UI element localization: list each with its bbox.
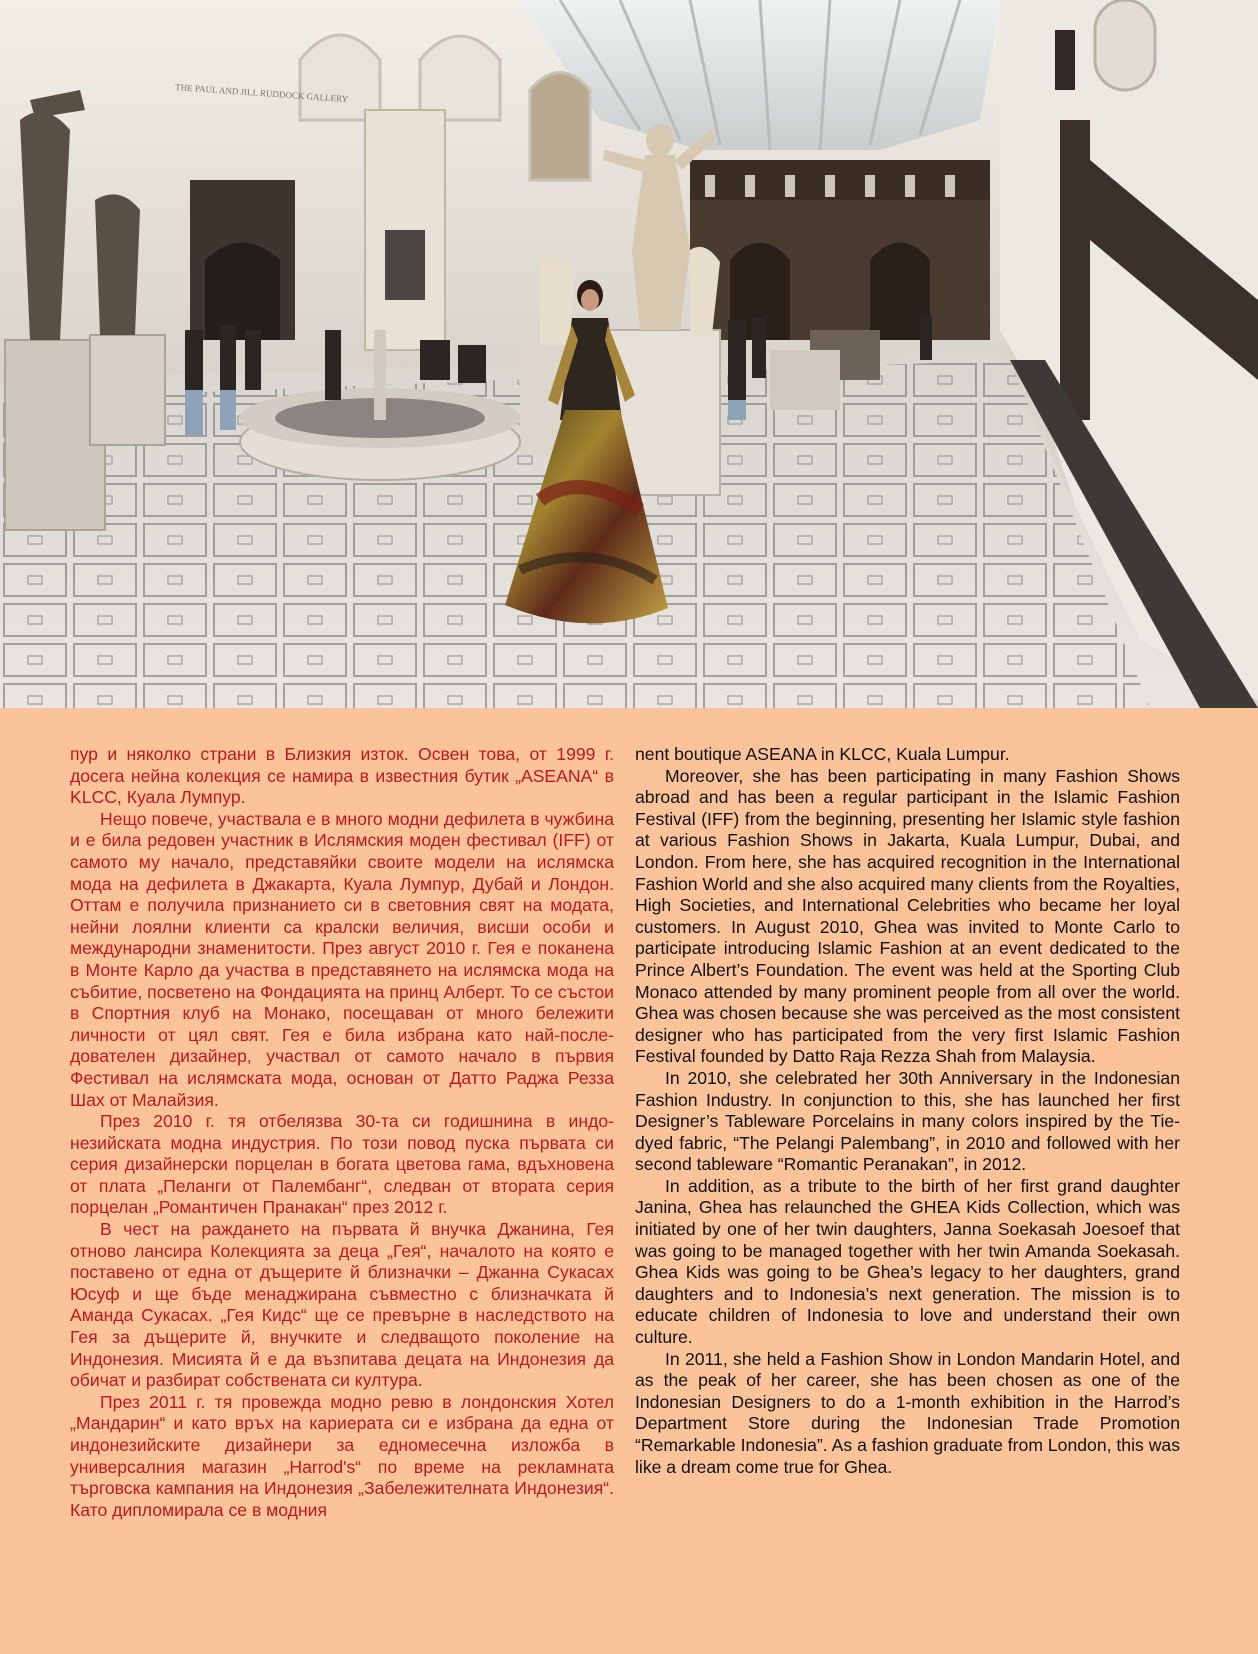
gallery-photo xyxy=(0,0,1258,708)
en-paragraph-4: In addition, as a tribute to the birth of her first grand daughter Janina, Ghea has relaunched the GHEA Kids Collection, which was initiated by one of her twin daughters, Janna Soekasah Joesoef that was going to be managed together with her twin Amanda Soekasah. Ghea Kids was going to be Ghea’s legacy to her daughters, grand daughters and to Indonesia’s next generation. The mission is to educate children of Indonesia to love and understand their own culture. xyxy=(635,1175,1180,1348)
bg-paragraph-5: През 2011 г. тя провежда модно ревю в лондонския Хотел „Мандарин“ и като връх на кариерата си е избрана да една от индонезийските дизайнери за едномесечна изложба в универсалния магазин „Harrod's“ по време на рекламната търговска кампания на Индонезия „Забележителната Индонезия“. Като дипломирала се в модния xyxy=(70,1391,614,1520)
bulgarian-column xyxy=(70,744,614,1521)
en-paragraph-5: In 2011, she held a Fashion Show in London Mandarin Hotel, and as the peak of her career, she has been chosen as one of the Indonesian Designers to do a 1-month exhibition in the Harrod’s Department Store during the Indonesian Trade Promotion “Remarkable Indonesia”. As a fashion graduate from London, this was like a dream come true for Ghea. xyxy=(635,1348,1180,1477)
gallery-sign-text: THE PAUL AND JILL RUDDOCK GALLERY xyxy=(174,82,349,105)
english-column xyxy=(635,744,1180,1478)
bg-paragraph-1: пур и няколко страни в Близкия изток. Освен това, от 1999 г. досега нейна колекция се намира в известния бутик „ASEANA“ в KLCC, Куала Лумпур. xyxy=(70,744,614,808)
bg-paragraph-3: През 2010 г. тя отбелязва 30-та си годишнина в индонезийската модна индустрия. По този повод пуска първата си серия дизайнерски порцелан в богата цветова гама, вдъхновена от плата „Пеланги от Палембанг“, следван от втората серия порцелан „Романтичен Пранакан“ през 2012 г. xyxy=(70,1111,614,1218)
en-paragraph-2: Moreover, she has been participating in many Fashion Shows abroad and has been a regular participant in the Islamic Fashion Festival (IFF) from the beginning, presenting her Islamic style fashion at various Fashion Shows in Jakarta, Kuala Lumpur, Dubai, and London. From here, she has acquired recognition in the International Fashion World and she also acquired many clients from the Royalties, High Societies, and International Celebrities who became her loyal customers. In August 2010, Ghea was invited to Monte Carlo to participate introducing Islamic Fashion at an event dedicated to the Prince Albert’s Foundation. The event was held at the Sporting Club Monaco attended by many prominent people from all over the world. Ghea was chosen because she was perceived as the most consistent designer who has participated from the very first Islamic Fashion Festival founded by Datto Raja Rezza Shah from Malaysia. xyxy=(635,765,1180,1067)
bg-paragraph-4: В чест на раждането на първата й внучка Джанина, Гея отново лансира Колекцията за деца „Гея“, началото на която е поставено от една от дъщерите й близначки – Джанна Сукасах Юсуф и ще бъде менаджирана съвместно с близначката й Аманда Сукасах. „Гея Кидс“ ще се превърне в наследството на Гея за дъщерите й, внучките и следващото поколение на Индонезия. Мисията й е да възпитава децата на Индонезия да обичат и разбират собствената си култура. xyxy=(70,1219,614,1391)
en-paragraph-1: nent boutique ASEANA in KLCC, Kuala Lumpur. xyxy=(635,744,1010,764)
bg-paragraph-2: Нещо повече, участвала е в много модни дефилета в чужбина и е била редовен участник в Ислямския моден фестивал (IFF) от самото му начало, представяйки своите модели на ислямска мода на дефилета в Джакарта, Куала Лумпур, Дубай и Лондон. Оттам е получила признанието си в световния свят на модата, нейни лоялни клиенти са кралски величия, висши особи и международни знаменитости. През август 2010 г. Гея е поканена в Монте Карло да участва в представянето на ислямска мода на събитие, посветено на Фондацията на принц Алберт. То се състои в Спортния клуб на Монако, посещаван от много бележити личности от цял свят. Гея е била избрана като най-последователен дизайнер, участвал от самото начало в първия Фестивал на ислямската мода, основан от Датто Раджа Резза Шах от Малайзия. xyxy=(70,808,614,1110)
en-paragraph-3: In 2010, she celebrated her 30th Anniversary in the Indonesian Fashion Industry. In conjunction to this, she has launched her first Designer’s Tableware Porcelains in many colors inspired by the Tie-dyed fabric, “The Pelangi Palembang”, in 2010 and followed with her second tableware “Romantic Peranakan”, in 2012. xyxy=(635,1067,1180,1175)
